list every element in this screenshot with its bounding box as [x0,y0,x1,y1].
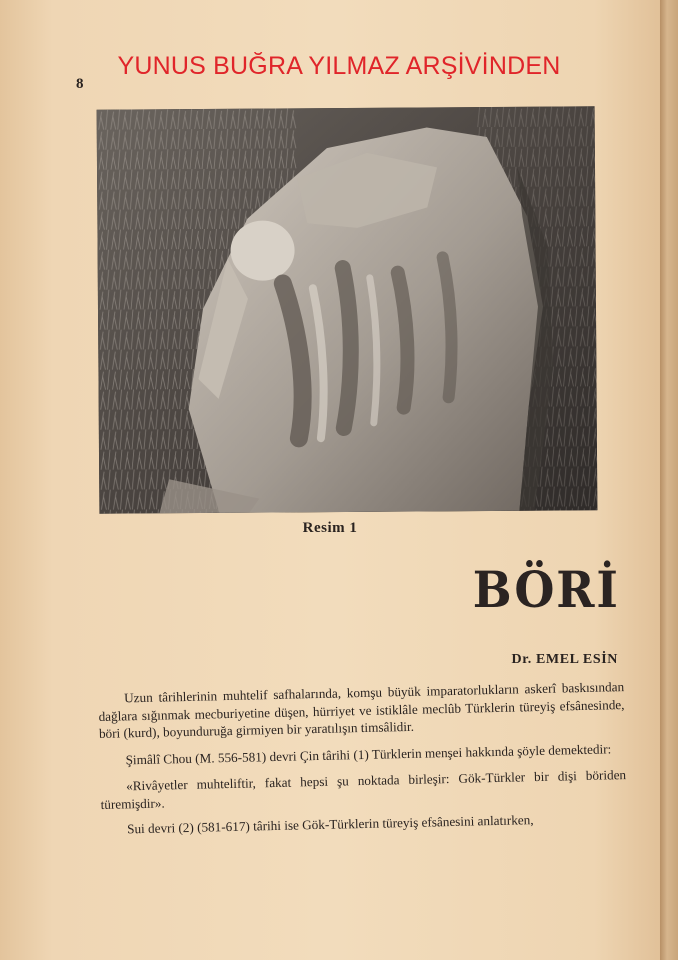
article-title: BÖRİ [473,560,620,619]
page-edge [660,0,678,960]
paragraph: Şimâlî Chou (M. 556-581) devri Çin târihi (1) Türklerin menşei hakkında şöyle demektedir: [125,740,612,767]
article-author: Dr. EMEL ESİN [511,652,618,667]
quote-paragraph: «Rivâyetler muhteliftir, fakat hepsi şu noktada birleşir: Gök-Türkler bir dişi böriden türemişdir». [100,767,627,812]
stone-relief-illustration [97,106,598,513]
paragraph: Uzun târihlerinin muhtelif safhalarında, komşu büyük imparatorlukların askerî baskısından dağlara sığınmak mecburiyetine düşen, hürriyet ve istiklâle meclûb Türklerin türeyiş efsânesinde, böri (kurd), boyunduruğa girmiyen bir yaratılışın timsâlidir. [98,679,625,741]
archive-watermark: YUNUS BUĞRA YILMAZ ARŞİVİNDEN [117,52,561,80]
page-number: 8 [76,76,84,92]
paragraph: Sui devri (2) (581-617) târihi ise Gök-Türklerin türeyiş efsânesini anlatırken, [126,812,534,837]
stone-relief-photo [97,106,598,513]
article-body [98,678,627,847]
figure-caption: Resim 1 [302,520,358,536]
